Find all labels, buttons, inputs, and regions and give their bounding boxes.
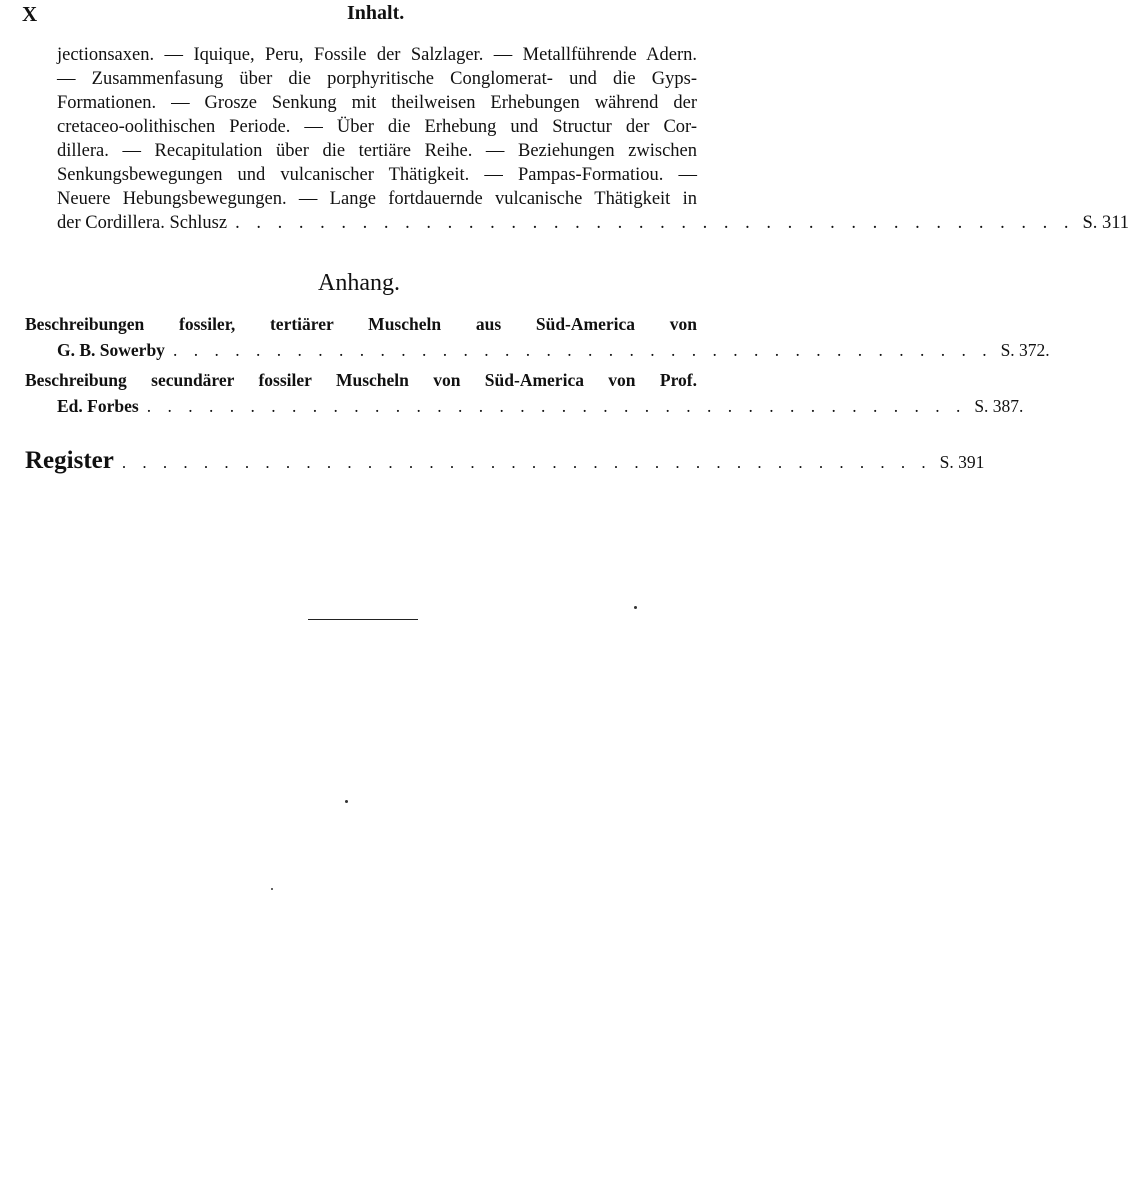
appendix-entry-author: Ed. Forbes	[57, 396, 139, 416]
page-reference: S. 391	[939, 452, 985, 472]
appendix-entry-title: Beschreibungen fossiler, tertiärer Muscheln aus Süd-America von	[25, 314, 697, 334]
end-rule	[308, 619, 418, 620]
page-reference: S. 311	[1082, 213, 1129, 233]
appendix-entry	[25, 367, 1024, 419]
register-entry	[25, 447, 985, 481]
print-speck	[345, 800, 348, 803]
paragraph-line: jectionsaxen. — Iquique, Peru, Fossile der Salzlager. — Metallführende Adern.	[57, 45, 697, 65]
page-reference: S. 387.	[974, 396, 1024, 416]
print-speck	[271, 888, 273, 890]
paragraph-line: Senkungsbewegungen und vulcanischer Thätigkeit. — Pampas-Formatiou. —	[57, 165, 697, 185]
leader-dots: . . . . . . . . . . . . . . . . . . . . . . . . . . . . . . . . . . . . . . . .	[121, 453, 932, 472]
running-title: Inhalt.	[347, 2, 405, 24]
paragraph-line: dillera. — Recapitulation über die tertiäre Reihe. — Beziehungen zwischen	[57, 141, 697, 161]
appendix-entry	[25, 311, 1050, 363]
leader-dots: . . . . . . . . . . . . . . . . . . . . . . . . . . . . . . . . . . . . . . . .	[172, 340, 993, 360]
page-number: X	[22, 2, 38, 26]
paragraph-line: Formationen. — Grosze Senkung mit theilweisen Erhebungen während der	[57, 93, 697, 113]
leader-dots: . . . . . . . . . . . . . . . . . . . . . . . . . . . . . . . . . . . . . . . .	[146, 396, 967, 416]
register-label: Register	[25, 447, 114, 474]
paragraph-line: Neuere Hebungsbewegungen. — Lange fortdauernde vulcanische Thätigkeit in	[57, 189, 697, 209]
contents-paragraph	[57, 43, 1129, 235]
appendix-entry-author-line	[25, 393, 1024, 419]
appendix-heading: Anhang.	[318, 270, 400, 296]
paragraph-last-line-text: der Cordillera. Schlusz	[57, 213, 228, 233]
running-head	[22, 2, 696, 28]
leader-dots: . . . . . . . . . . . . . . . . . . . . . . . . . . . . . . . . . . . . . . . .	[235, 213, 1075, 233]
appendix-entry-author-line	[25, 337, 1050, 363]
page-reference: S. 372.	[1000, 340, 1050, 360]
paragraph-line: — Zusammenfasung über die porphyritische Conglomerat- und die Gyps-	[57, 69, 697, 89]
appendix-entry-author: G. B. Sowerby	[57, 340, 165, 360]
paragraph-line: cretaceo-oolithischen Periode. — Über die Erhebung und Structur der Cor-	[57, 117, 697, 137]
paragraph-last-line	[57, 211, 1129, 235]
appendix-entry-title: Beschreibung secundärer fossiler Muscheln von Süd-America von Prof.	[25, 370, 697, 390]
print-speck	[634, 606, 637, 609]
